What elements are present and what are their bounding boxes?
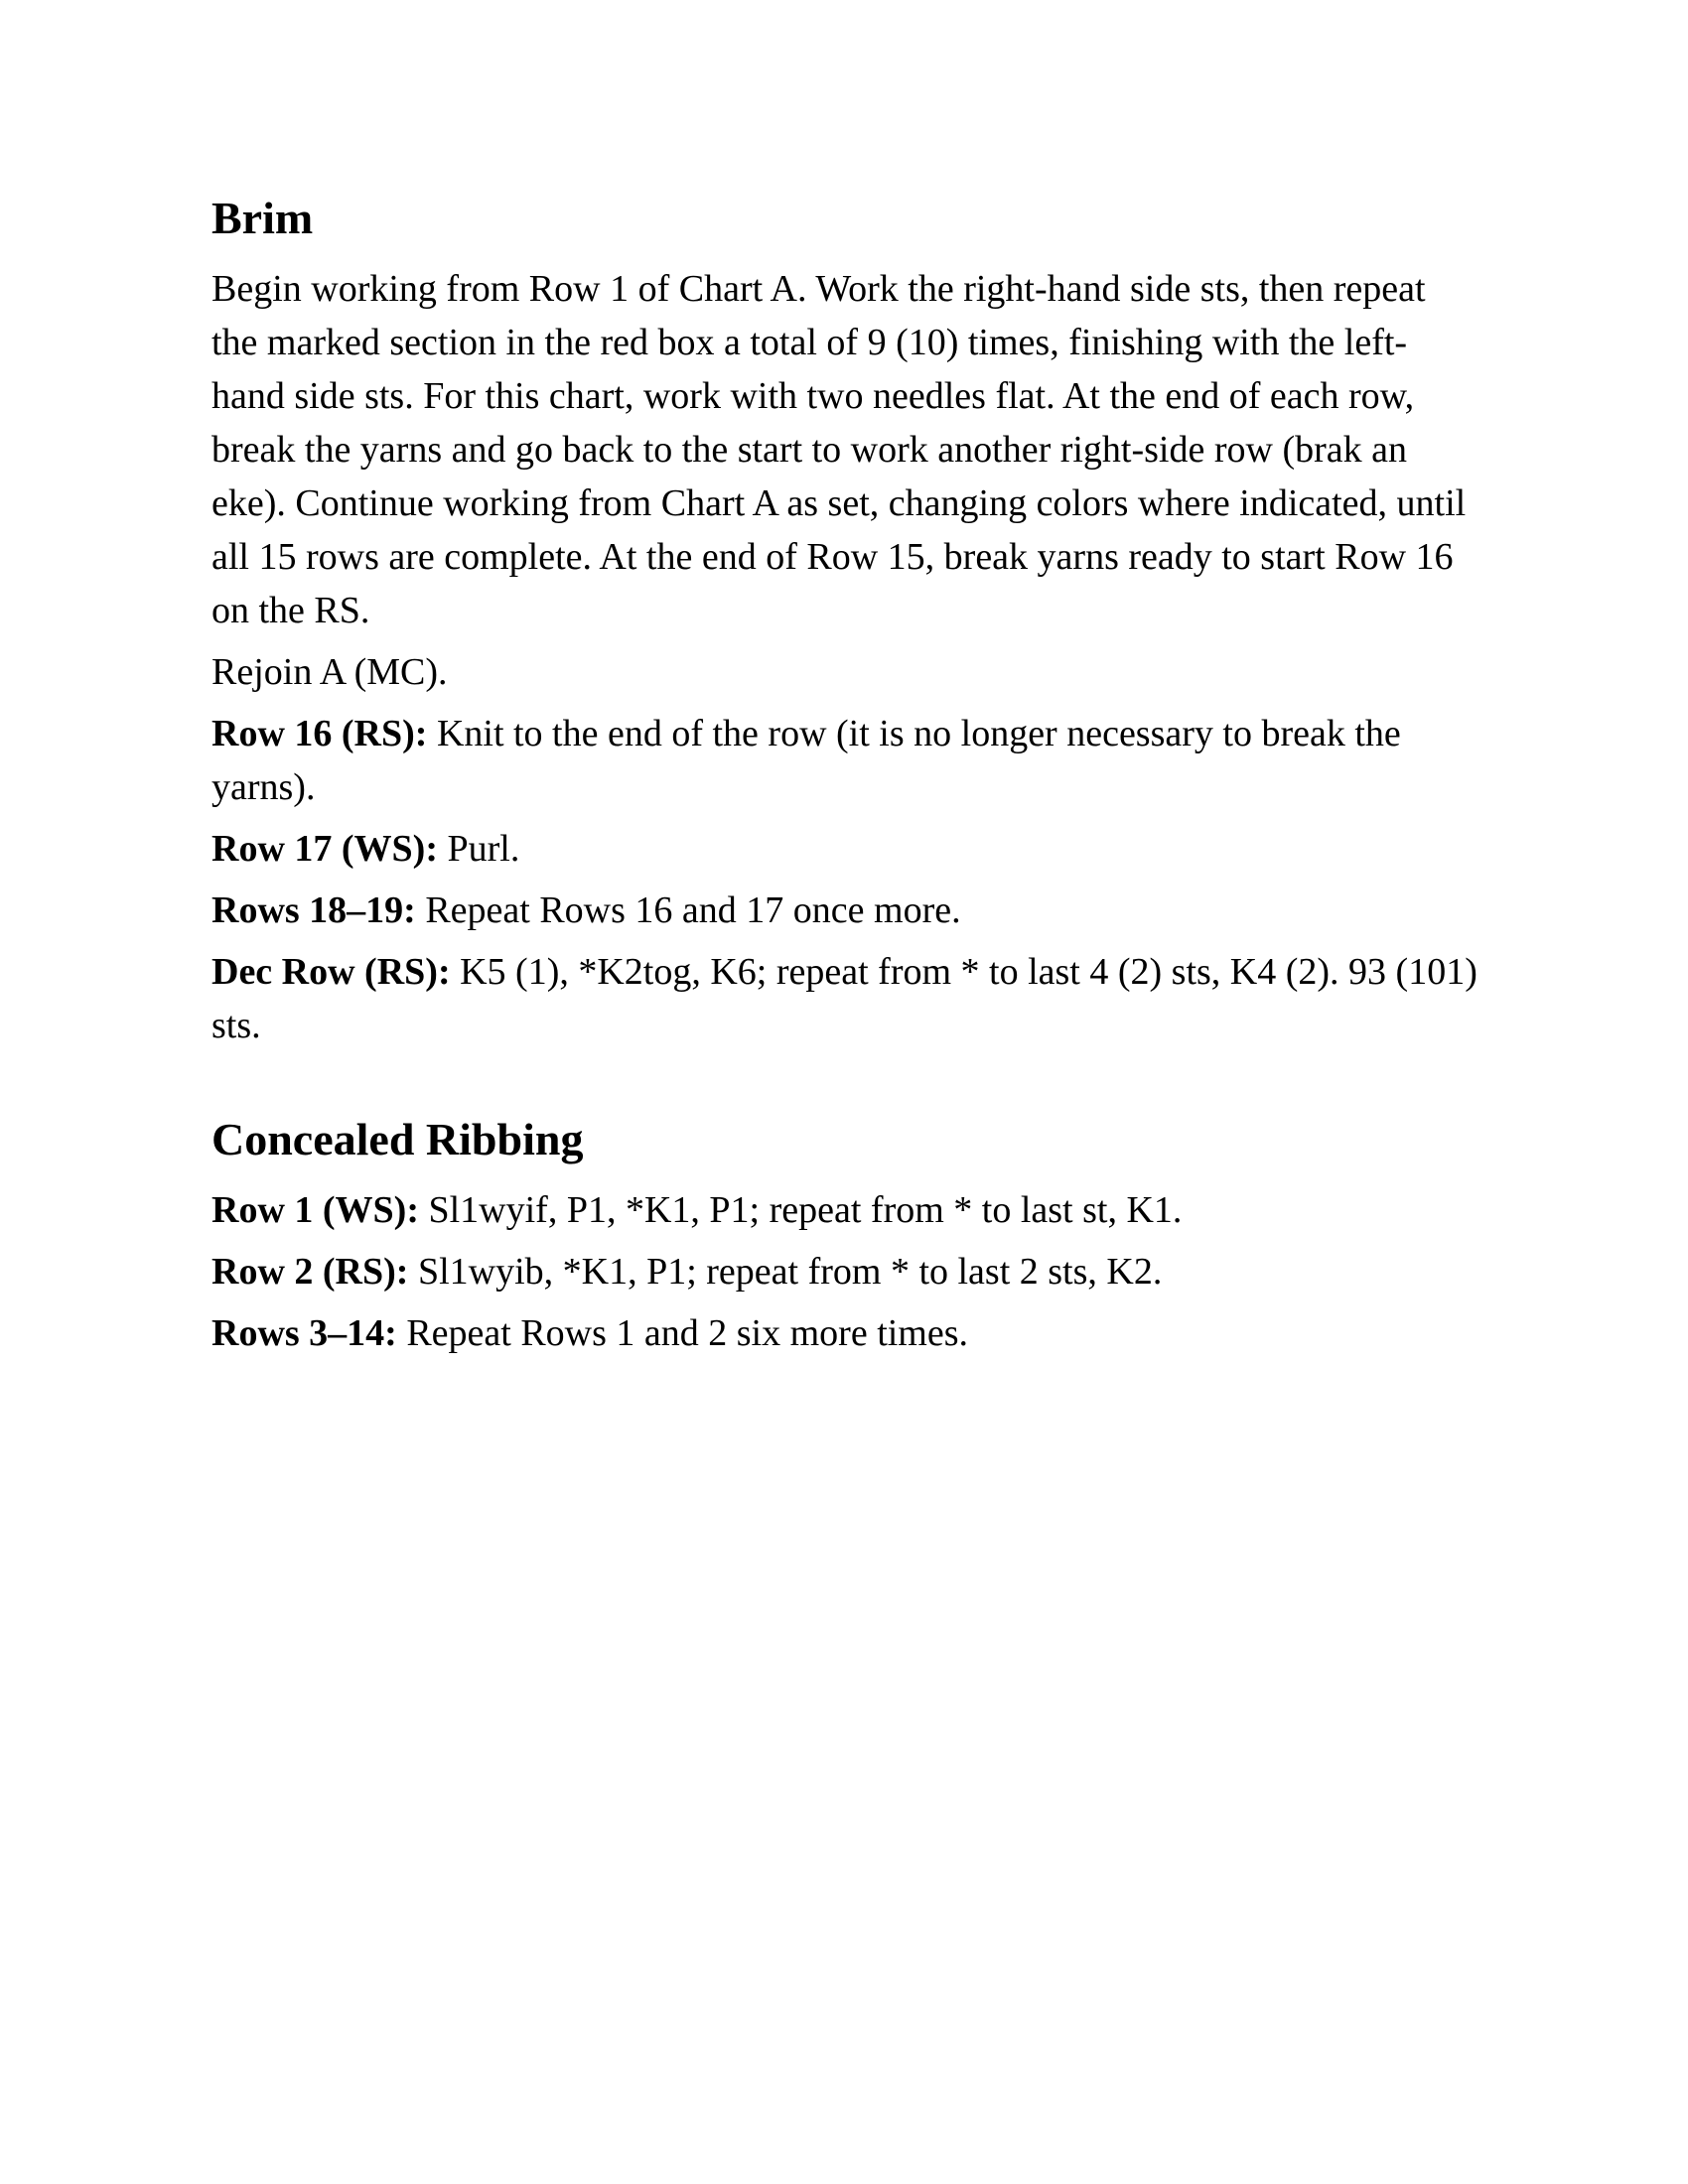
ribbing-row-2 bbox=[211, 1245, 1477, 1298]
row-label: Dec Row (RS): bbox=[211, 951, 451, 993]
row-label: Row 1 (WS): bbox=[211, 1189, 419, 1231]
ribbing-row-1 bbox=[211, 1183, 1477, 1237]
ribbing-heading: Concealed Ribbing bbox=[211, 1114, 584, 1164]
row-label: Row 2 (RS): bbox=[211, 1251, 409, 1293]
row-label: Row 16 (RS): bbox=[211, 713, 428, 754]
brim-row-16 bbox=[211, 707, 1477, 814]
ribbing-rows-3-14 bbox=[211, 1306, 1477, 1360]
brim-heading: Brim bbox=[211, 193, 314, 243]
row-instruction: Sl1wyif, P1, *K1, P1; repeat from * to last st, K1. bbox=[418, 1189, 1183, 1231]
row-instruction: K5 (1), *K2tog, K6; repeat from * to last 4 (2) sts, K4 (2). 93 (101) sts. bbox=[211, 951, 1477, 1046]
row-instruction: Repeat Rows 16 and 17 once more. bbox=[415, 889, 961, 931]
row-instruction: Repeat Rows 1 and 2 six more times. bbox=[396, 1312, 969, 1354]
row-label: Rows 18–19: bbox=[211, 889, 416, 931]
row-instruction: Knit to the end of the row (it is no longer necessary to break the yarns). bbox=[211, 713, 1401, 808]
brim-dec-row bbox=[211, 945, 1477, 1052]
row-label: Row 17 (WS): bbox=[211, 828, 438, 870]
brim-section bbox=[211, 189, 1477, 1052]
row-label: Rows 3–14: bbox=[211, 1312, 397, 1354]
ribbing-section bbox=[211, 1110, 1477, 1360]
brim-rejoin-paragraph: Rejoin A (MC). bbox=[211, 651, 448, 693]
row-instruction: Purl. bbox=[437, 828, 520, 870]
document-page bbox=[211, 189, 1477, 1368]
row-instruction: Sl1wyib, *K1, P1; repeat from * to last 2 sts, K2. bbox=[408, 1251, 1163, 1293]
brim-row-17 bbox=[211, 822, 1477, 876]
brim-rows-18-19 bbox=[211, 884, 1477, 937]
brim-intro-paragraph: Begin working from Row 1 of Chart A. Work the right-hand side sts, then repeat the marked section in the red box a total of 9 (10) times, finishing with the left-hand side sts. For this chart, work with two needles flat. At the end of each row, break the yarns and go back to the start to work another right-side row (brak an eke). Continue working from Chart A as set, changing colors where indicated, until all 15 rows are complete. At the end of Row 15, break yarns ready to start Row 16 on the RS. bbox=[211, 268, 1467, 631]
